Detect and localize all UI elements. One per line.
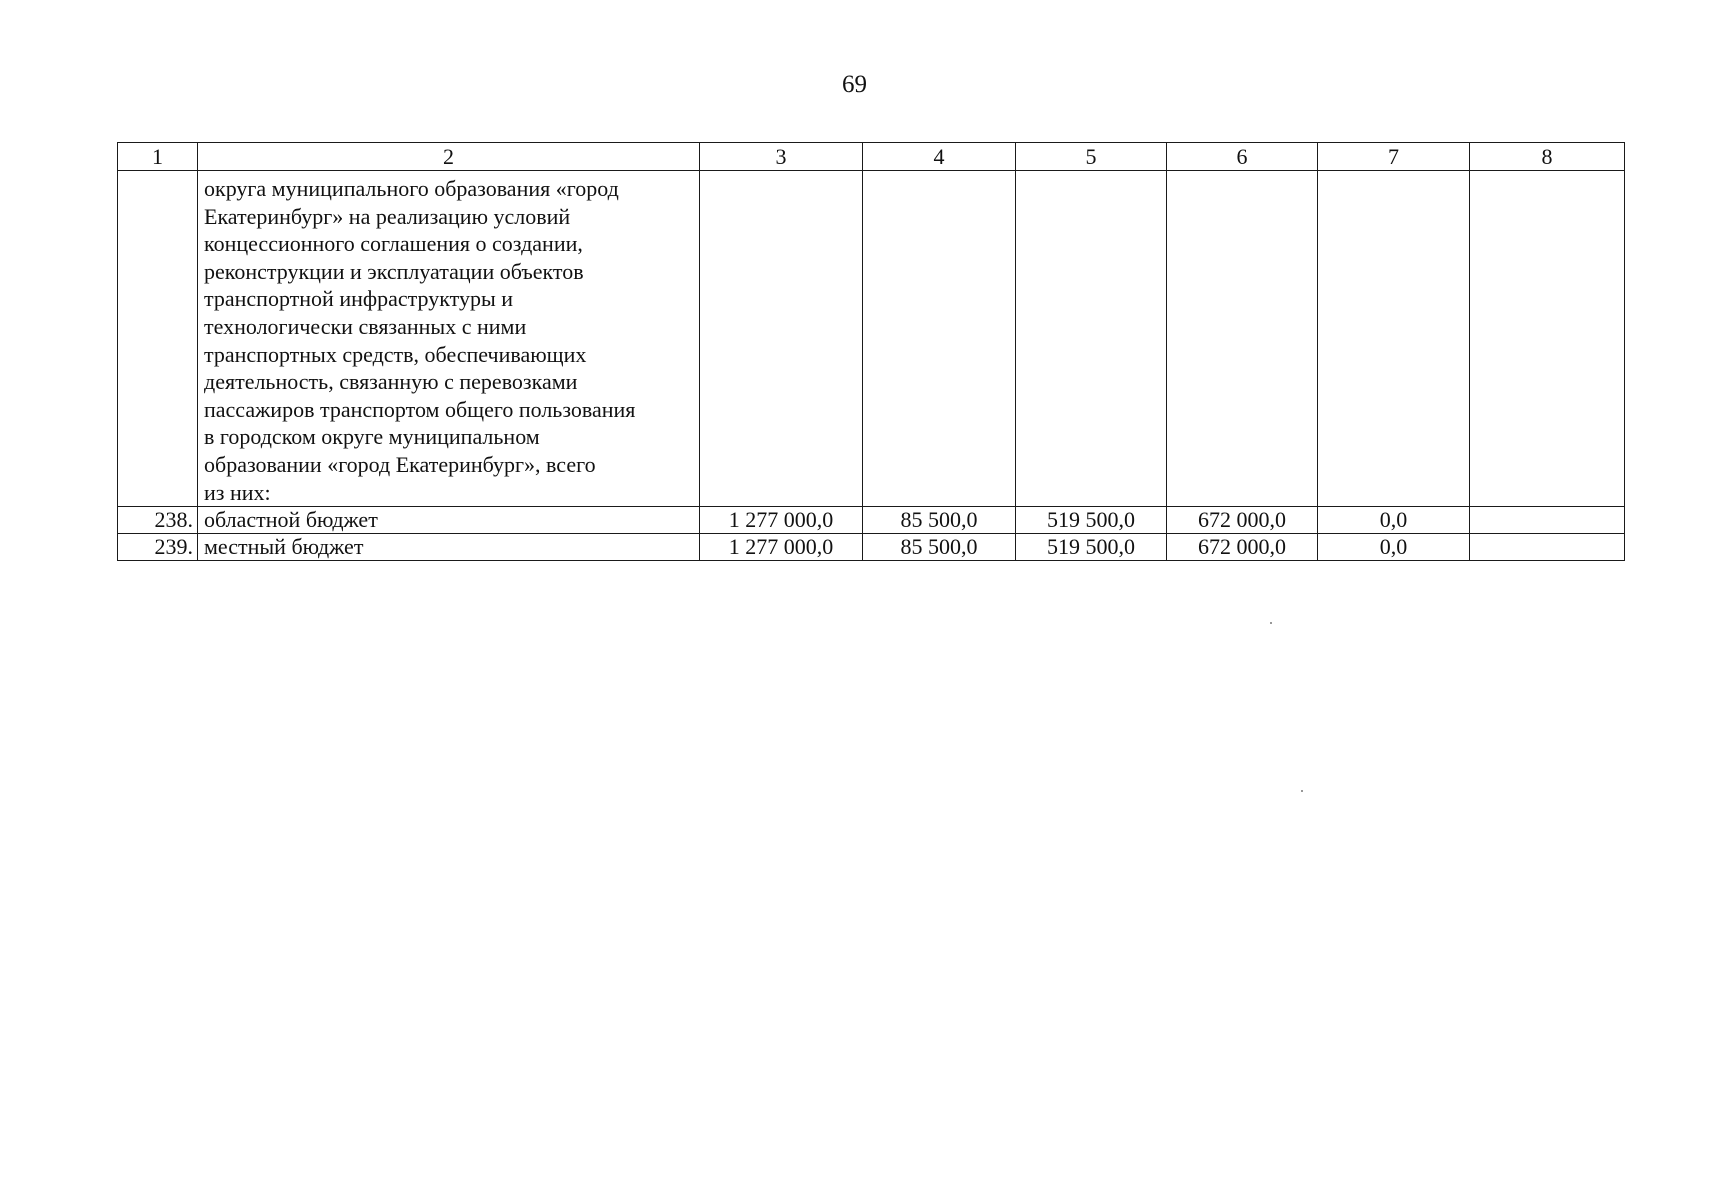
row-col-7: 0,0 [1318,507,1470,534]
header-col-8: 8 [1470,143,1625,171]
table-row-238 [118,507,1625,534]
scan-speck [1301,790,1303,792]
description-line: округа муниципального образования «город [204,176,619,201]
description-line: образовании «город Екатеринбург», всего [204,451,596,477]
row-name: местный бюджет [198,534,700,561]
continued-row-col-4 [863,171,1016,507]
row-col-8 [1470,534,1625,561]
row-col-6: 672 000,0 [1167,507,1318,534]
continued-row-description [198,171,700,507]
header-col-5: 5 [1016,143,1167,171]
header-col-1: 1 [118,143,198,171]
continued-row-col-6 [1167,171,1318,507]
row-number: 238. [118,507,198,534]
scan-speck [1270,622,1272,624]
description-line: технологически связанных с ними [204,313,527,339]
row-col-5: 519 500,0 [1016,534,1167,561]
row-col-6: 672 000,0 [1167,534,1318,561]
description-line: из них: [204,479,271,505]
description-line: деятельность, связанную с перевозками [204,369,578,395]
row-col-3: 1 277 000,0 [700,507,863,534]
header-col-4: 4 [863,143,1016,171]
description-line: Екатеринбург» на реализацию условий [204,203,571,229]
row-number: 239. [118,534,198,561]
continued-row [118,171,1625,507]
header-col-2: 2 [198,143,700,171]
description-line: в городском округе муниципальном [204,424,540,450]
row-col-4: 85 500,0 [863,534,1016,561]
description-line: концессионного соглашения о создании, [204,231,583,257]
description-line: реконструкции и эксплуатации объектов [204,258,584,284]
continued-row-col-8 [1470,171,1625,507]
description-line: пассажиров транспортом общего пользования [204,396,636,422]
continued-row-col-5 [1016,171,1167,507]
row-col-7: 0,0 [1318,534,1470,561]
header-col-3: 3 [700,143,863,171]
description-line: транспортных средств, обеспечивающих [204,341,587,367]
table-row-239 [118,534,1625,561]
description-line: транспортной инфраструктуры и [204,286,514,312]
continued-row-number [118,171,198,507]
continued-row-col-7 [1318,171,1470,507]
continued-row-col-3 [700,171,863,507]
row-col-8 [1470,507,1625,534]
page-number: 69 [842,71,867,98]
row-col-4: 85 500,0 [863,507,1016,534]
row-col-5: 519 500,0 [1016,507,1167,534]
header-row [118,143,1625,171]
header-col-7: 7 [1318,143,1470,171]
header-col-6: 6 [1167,143,1318,171]
row-col-3: 1 277 000,0 [700,534,863,561]
row-name: областной бюджет [198,507,700,534]
budget-table [117,142,1625,561]
